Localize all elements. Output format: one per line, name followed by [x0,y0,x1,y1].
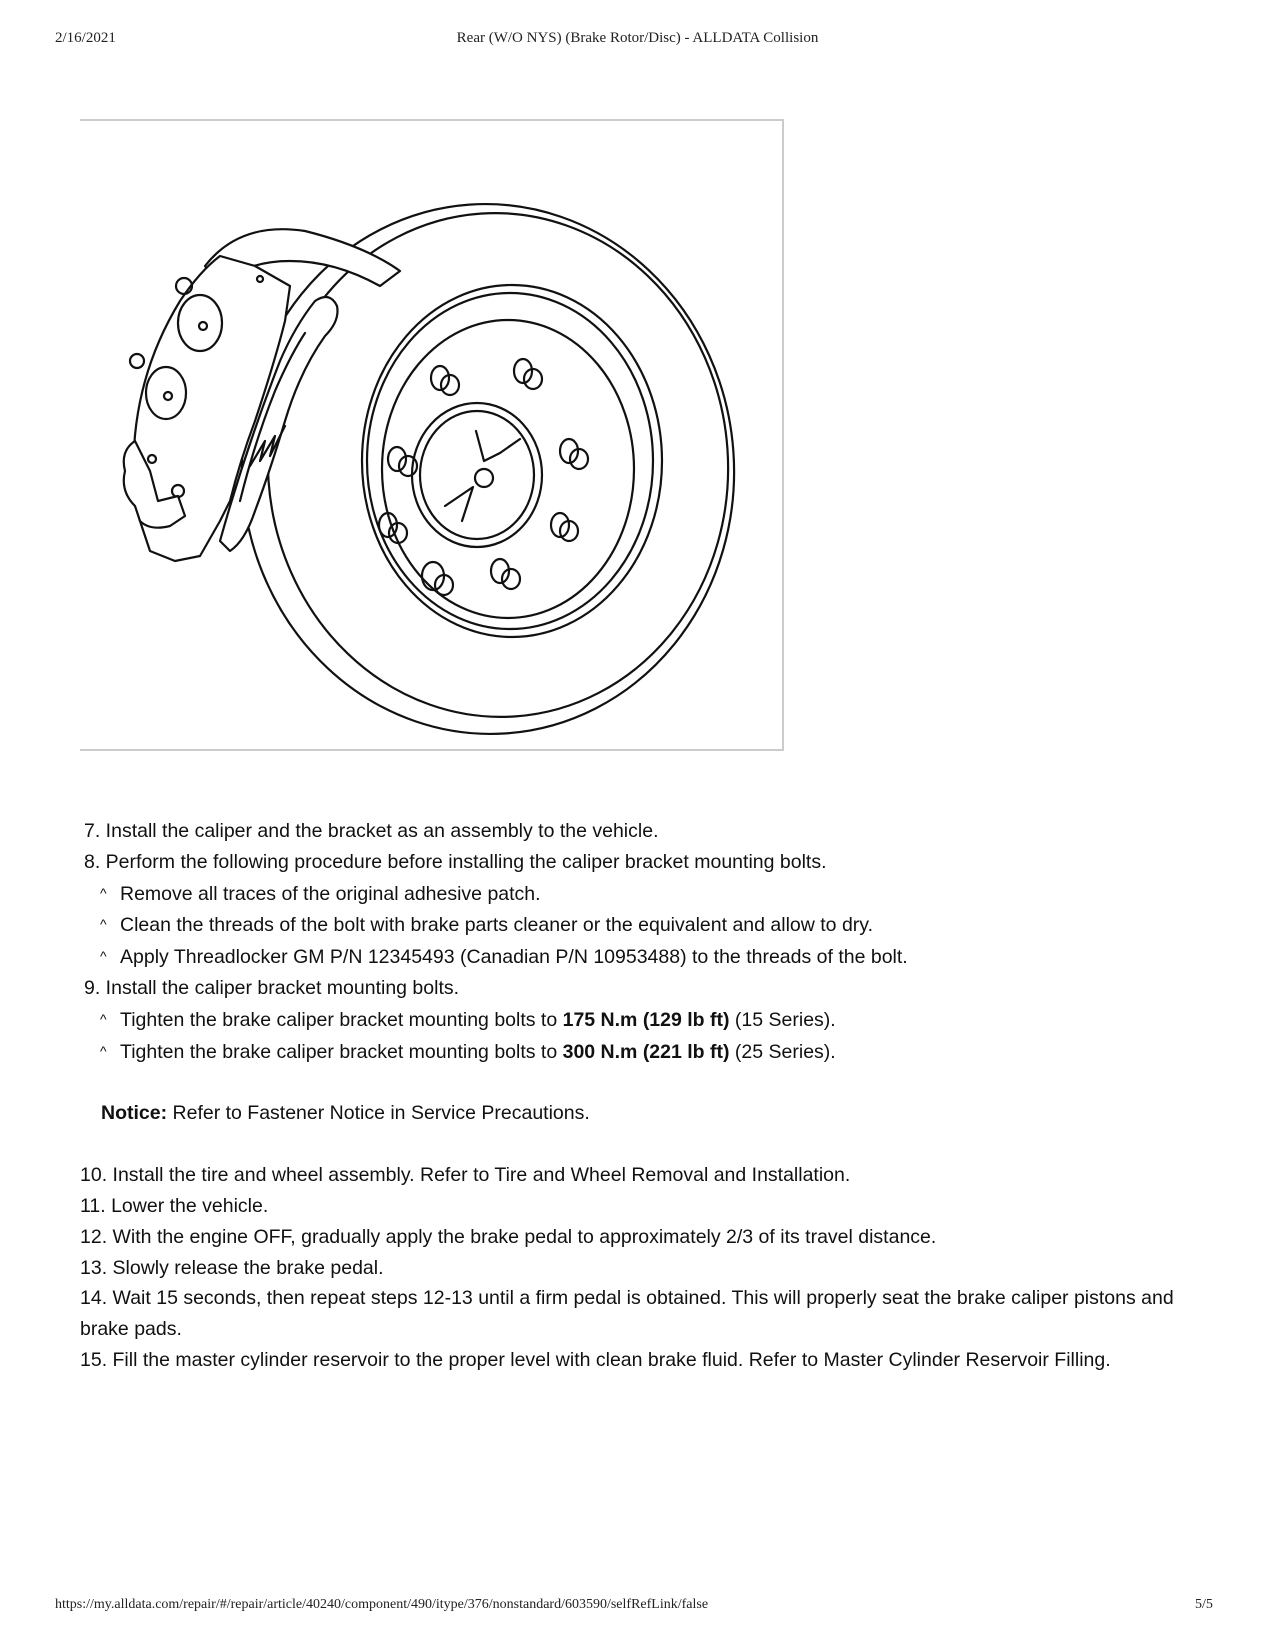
step-11: 11. Lower the vehicle. [80,1194,269,1217]
fastener-notice [80,1098,1210,1129]
step-10: 10. Install the tire and wheel assembly. Refer to Tire and Wheel Removal and Installation. [80,1164,851,1187]
footer-page-number: 5/5 [1195,1597,1213,1612]
rotor-hat-outer [362,285,662,637]
step-13: 13. Slowly release the brake pedal. [80,1256,384,1279]
caret-bullet: ^ [100,884,107,901]
step-14: 14. Wait 15 seconds, then repeat steps 12-13 until a firm pedal is obtained. This will properly seat the brake caliper pistons and brake pads. [80,1287,1174,1341]
step-8-substep [80,909,1210,941]
caret-bullet: ^ [100,1042,107,1059]
procedure-steps [80,816,1210,1376]
brake-rotor-figure [80,119,784,751]
step-9-substep [80,1004,1210,1036]
caret-bullet: ^ [100,948,107,965]
torque-spec: 175 N.m (129 lb ft) [562,1008,730,1031]
step-9: 9. Install the caliper bracket mounting bolts. [84,976,460,999]
notice-label: Notice: [101,1102,168,1125]
notice-text: Refer to Fastener Notice in Service Precautions. [167,1102,590,1125]
caret-bullet: ^ [100,1010,107,1027]
torque-spec: 300 N.m (221 lb ft) [562,1040,730,1063]
substep-text: Clean the threads of the bolt with brake parts cleaner or the equivalent and allow to dry. [120,914,873,937]
substep-series: (15 Series). [729,1008,836,1031]
step-7: 7. Install the caliper and the bracket as an assembly to the vehicle. [84,820,659,842]
step-15: 15. Fill the master cylinder reservoir to the proper level with clean brake fluid. Refer to Master Cylinder Reservoir Filling. [80,1348,1111,1371]
substep-series: (25 Series). [729,1040,836,1063]
substep-text: Tighten the brake caliper bracket mounting bolts to [120,1040,563,1063]
step-9-substep [80,1036,1210,1068]
step-8-substep [80,941,1210,973]
substep-text: Remove all traces of the original adhesive patch. [120,882,541,905]
caret-bullet: ^ [100,916,107,933]
step-8: 8. Perform the following procedure before installing the caliper bracket mounting bolts. [84,850,827,873]
footer-url: https://my.alldata.com/repair/#/repair/article/40240/component/490/itype/376/nonstandard/603590/selfRefLink/false [55,1597,709,1612]
step-12: 12. With the engine OFF, gradually apply the brake pedal to approximately 2/3 of its travel distance. [80,1225,937,1248]
header-date: 2/16/2021 [55,30,116,46]
header-title: Rear (W/O NYS) (Brake Rotor/Disc) - ALLDATA Collision [456,30,819,46]
substep-text: Tighten the brake caliper bracket mounting bolts to [120,1008,563,1031]
step-8-substep [80,878,1210,910]
brake-caliper-rotor-drawing [80,121,780,749]
caliper-bolt [130,354,144,368]
substep-text: Apply Threadlocker GM P/N 12345493 (Canadian P/N 10953488) to the threads of the bolt. [120,946,908,969]
